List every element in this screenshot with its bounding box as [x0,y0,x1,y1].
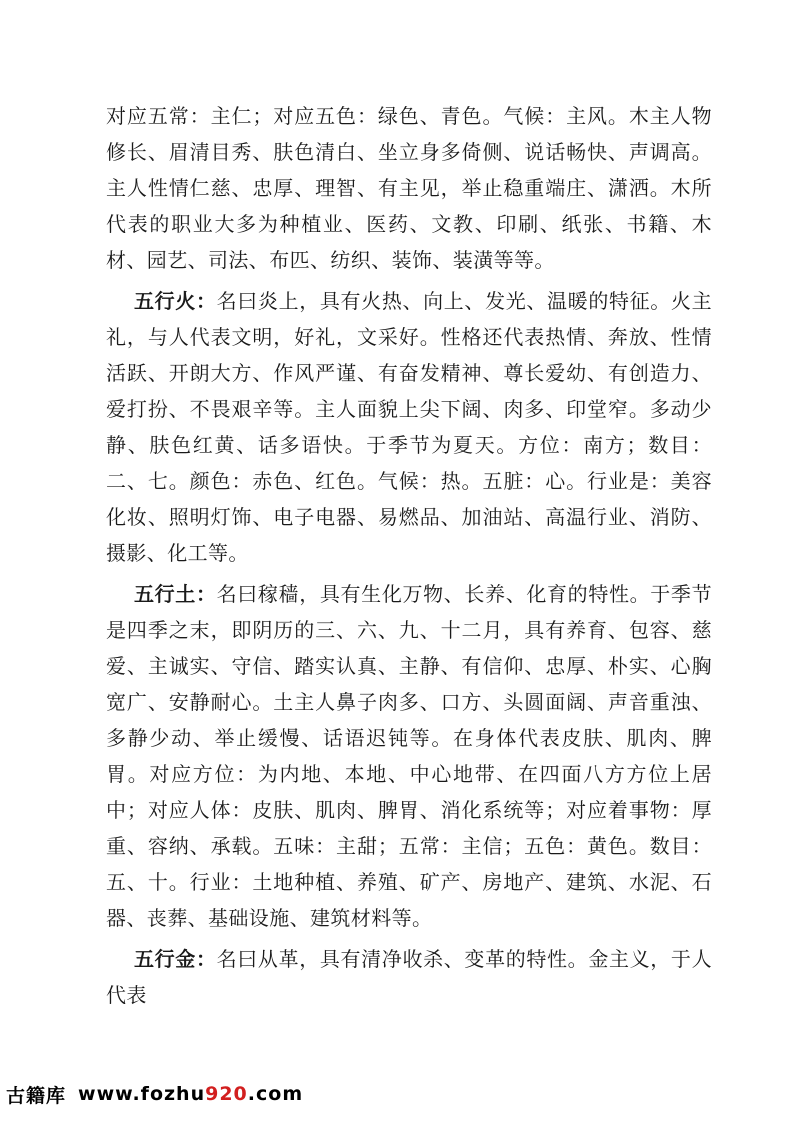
paragraph-fire [106,283,712,571]
paragraph-text: 对应五常：主仁；对应五色：绿色、青色。气候：主风。木主人物修长、眉清目秀、肤色清白、坐立身多倚侧、说话畅快、声调高。主人性情仁慈、忠厚、理智、有主见，举止稳重端庄、潇洒。木所代表的职业大多为种植业、医药、文教、印刷、纸张、书籍、木材、园艺、司法、布匹、纺织、装饰、装潢等等。 [106,104,712,272]
section-heading-fire: 五行火： [134,289,217,313]
section-heading-metal: 五行金： [134,947,217,971]
watermark-url-accent: 920 [205,1083,248,1105]
section-heading-earth: 五行土： [134,582,217,606]
paragraph-wood-continued [106,98,712,278]
paragraph-text: 名曰稼穑，具有生化万物、长养、化育的特性。于季节是四季之末，即阴历的三、六、九、十二月，具有养育、包容、慈爱、主诚实、守信、踏实认真、主静、有信仰、忠厚、朴实、心胸宽广、安静耐心。土主人鼻子肉多、口方、头圆面阔、声音重浊、多静少动、举止缓慢、话语迟钝等。在身体代表皮肤、肌肉、脾胃。对应方位：为内地、本地、中心地带、在四面八方方位上居中；对应人体：皮肤、肌肉、脾胃、消化系统等；对应着事物：厚重、容纳、承载。五味：主甜；五常：主信；五色：黄色。数目：五、十。行业：土地种植、养殖、矿产、房地产、建筑、水泥、石器、丧葬、基础设施、建筑材料等。 [106,582,712,930]
paragraph-earth [106,576,712,936]
document-body [106,98,712,1018]
paragraph-text: 名曰炎上，具有火热、向上、发光、温暖的特征。火主礼，与人代表文明，好礼，文采好。性格还代表热情、奔放、性情活跃、开朗大方、作风严谨、有奋发精神、尊长爱幼、有创造力、爱打扮、不畏艰辛等。主人面貌上尖下阔、肉多、印堂窄。多动少静、肤色红黄、话多语快。于季节为夏天。方位：南方；数目：二、七。颜色：赤色、红色。气候：热。五脏：心。行业是：美容化妆、照明灯饰、电子电器、易燃品、加油站、高温行业、消防、摄影、化工等。 [106,289,712,565]
watermark-url-prefix: www.fozhu [78,1083,206,1105]
watermark-url [78,1083,303,1105]
site-watermark [6,1076,303,1112]
watermark-url-suffix: .com [247,1083,304,1105]
paragraph-metal [106,941,712,1013]
paragraph-text: 名曰从革，具有清净收杀、变革的特性。金主义，于人代表 [106,947,712,1007]
watermark-site-name: 古籍库 [6,1084,67,1107]
